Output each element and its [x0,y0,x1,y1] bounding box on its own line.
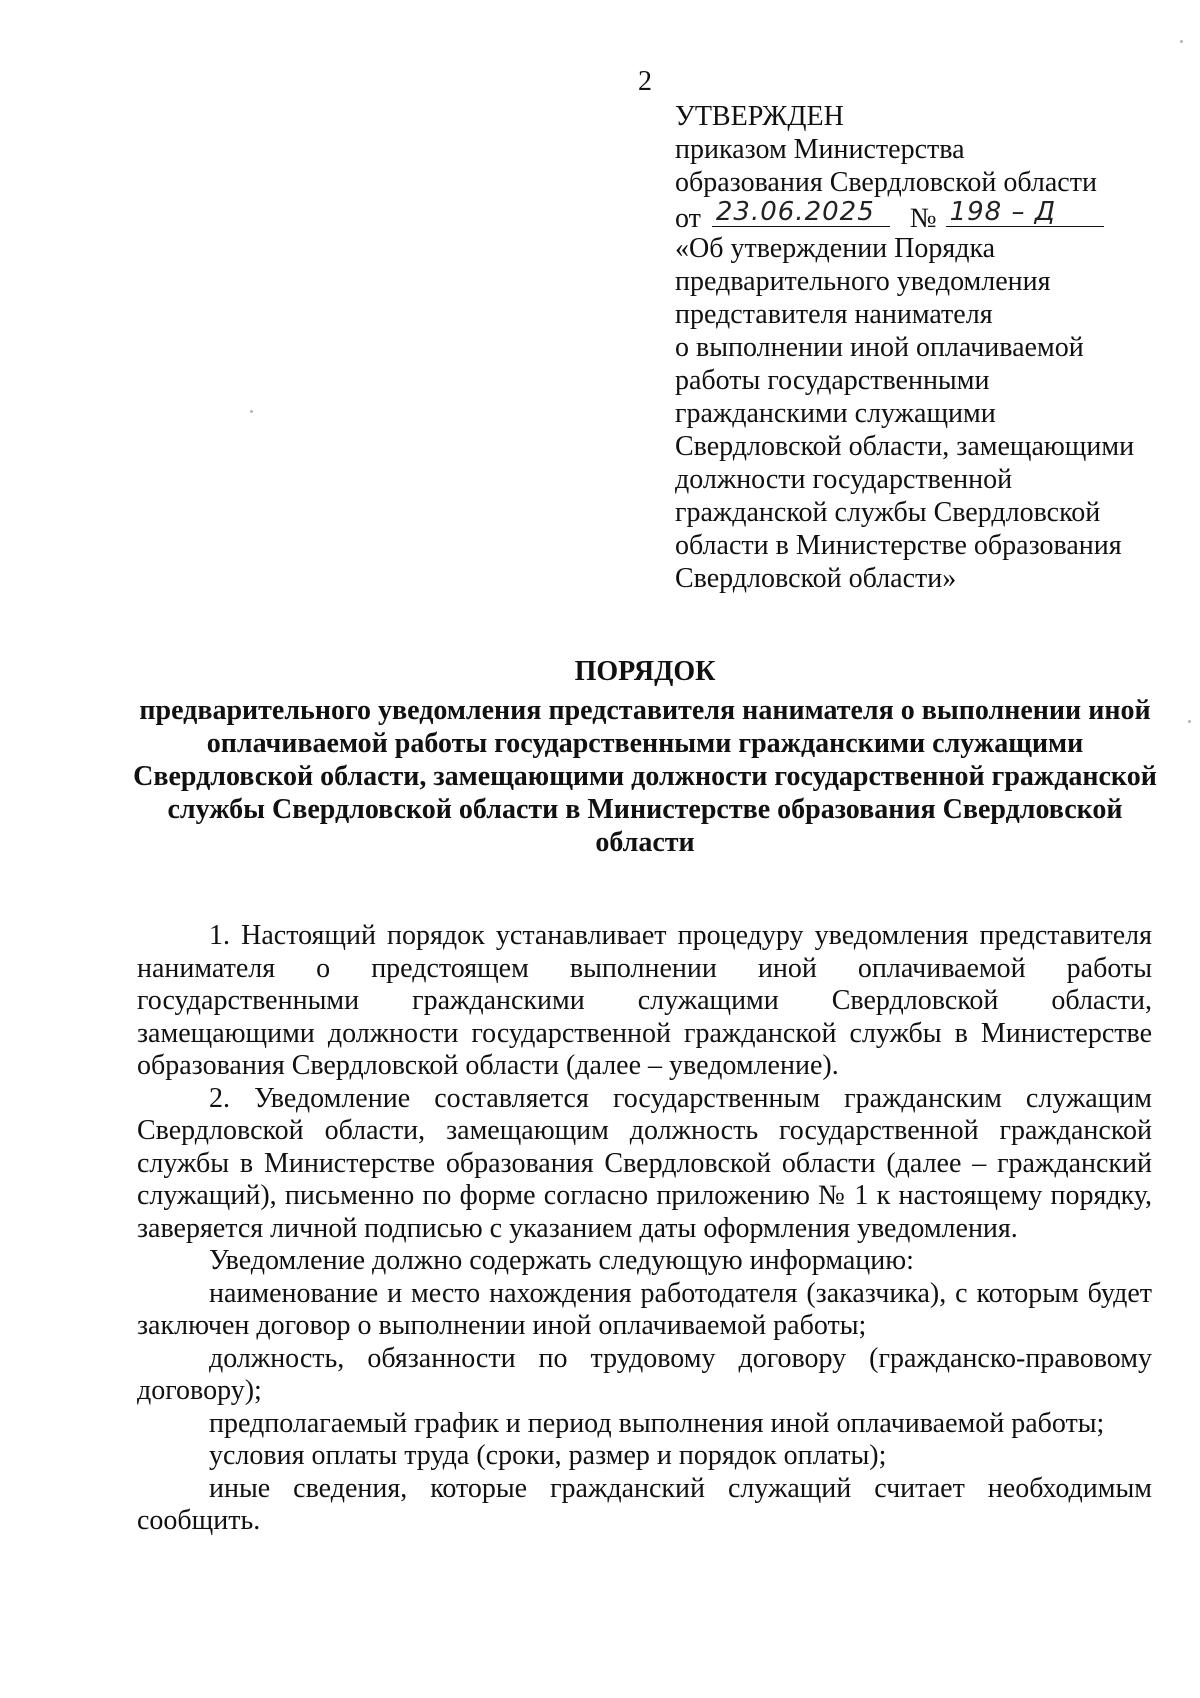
subject-line-9: гражданской службы Свердловской [675,497,1101,528]
subject-line-1: «Об утверждении Порядка [675,233,996,264]
handwritten-number: 198 – Д [949,197,1057,227]
paragraph-3: Уведомление должно содержать следующую информацию: [209,1245,914,1276]
handwritten-date: 23.06.2025 [715,197,875,227]
date-field [712,199,890,227]
paragraph-5: должность, обязанности по трудовому договору (гражданско-правовому договору); [137,1342,1152,1406]
number-label: № [909,203,937,234]
paragraph-4: наименование и место нахождения работодателя (заказчика), с которым будет заключен договор о выполнении иной оплачиваемой работы; [137,1277,1152,1341]
subject-line-4: о выполнении иной оплачиваемой [675,332,1084,363]
paragraph-7: условия оплаты труда (сроки, размер и порядок оплаты); [209,1440,887,1471]
approval-line-2: образования Свердловской области [675,167,1097,198]
document-body [137,920,1152,1538]
subject-line-3: представителя нанимателя [675,299,993,330]
from-label: от [675,203,701,234]
order-date-number-line [675,199,1175,232]
subject-line-5: работы государственными [675,365,990,396]
approval-heading: УТВЕРЖДЕН [675,101,844,132]
scan-speck [1188,720,1191,723]
document-title [130,655,1160,859]
subject-line-6: гражданскими служащими [675,398,996,429]
subject-line-11: Свердловской области» [675,563,957,594]
page-number: 2 [638,66,652,97]
scan-speck [1180,40,1183,43]
subject-line-10: области в Министерстве образования [675,530,1122,561]
subject-line-2: предварительного уведомления [675,266,1051,297]
approval-block [675,100,1175,595]
approval-line-1: приказом Министерства [675,134,965,165]
scan-speck [250,410,253,413]
subject-line-7: Свердловской области, замещающими [675,431,1135,462]
subject-line-8: должности государственной [675,464,1013,495]
paragraph-8: иные сведения, которые гражданский служащий считает необходимым сообщить. [137,1472,1152,1536]
paragraph-1: 1. Настоящий порядок устанавливает процедуру уведомления представителя нанимателя о предстоящем выполнении иной оплачиваемой работы государственными гражданскими служащими Свердловской области, замещающими должности государственной гражданской службы в Министерстве образования Свердловской области (далее – уведомление). [137,920,1152,1081]
title-main: ПОРЯДОК [574,656,716,687]
title-subtitle: предварительного уведомления представителя нанимателя о выполнении иной оплачиваемой работы государственными гражданскими служащими Свердловской области, замещающими должности государственной гражданской службы Свердловской области в Министерстве образования Свердловской области [133,695,1157,858]
paragraph-2: 2. Уведомление составляется государственным гражданским служащим Свердловской области, замещающим должность государственной гражданской службы в Министерстве образования Свердловской области (далее – гражданский служащий), письменно по форме согласно приложению № 1 к настоящему порядку, заверяется личной подписью с указанием даты оформления уведомления. [137,1082,1152,1244]
paragraph-6: предполагаемый график и период выполнения иной оплачиваемой работы; [209,1407,1105,1439]
number-field [946,199,1104,227]
